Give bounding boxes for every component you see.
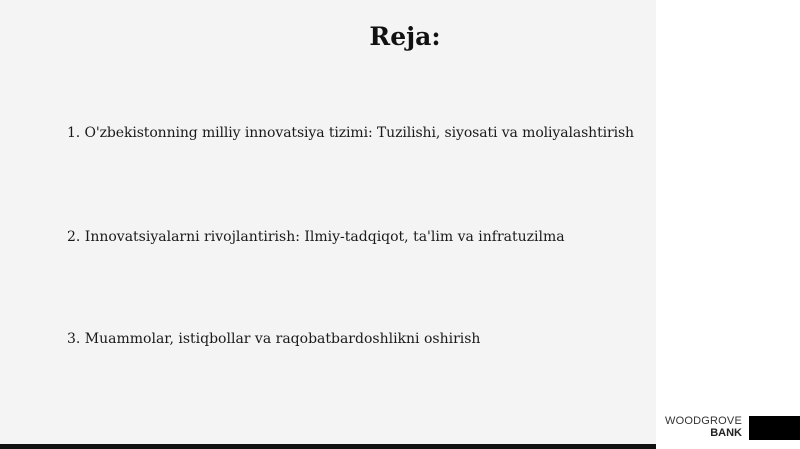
logo-text-woodgrove: WOODGROVE [665,415,742,427]
slide-title: Reja: [369,22,441,51]
woodgrove-bank-logo [658,415,742,439]
agenda-item-2: 2. Innovatsiyalarni rivojlantirish: Ilmiy-tadqiqot, ta'lim va infratuzilma [67,229,565,245]
agenda-item-3: 3. Muammolar, istiqbollar va raqobatbardoshlikni oshirish [67,331,481,347]
agenda-item-1: 1. O'zbekistonning milliy innovatsiya tizimi: Tuzilishi, siyosati va moliyalashtirish [67,125,634,141]
logo-text-bank: BANK [710,427,742,439]
logo-block [749,416,800,440]
slide-bottom-border [0,444,656,449]
